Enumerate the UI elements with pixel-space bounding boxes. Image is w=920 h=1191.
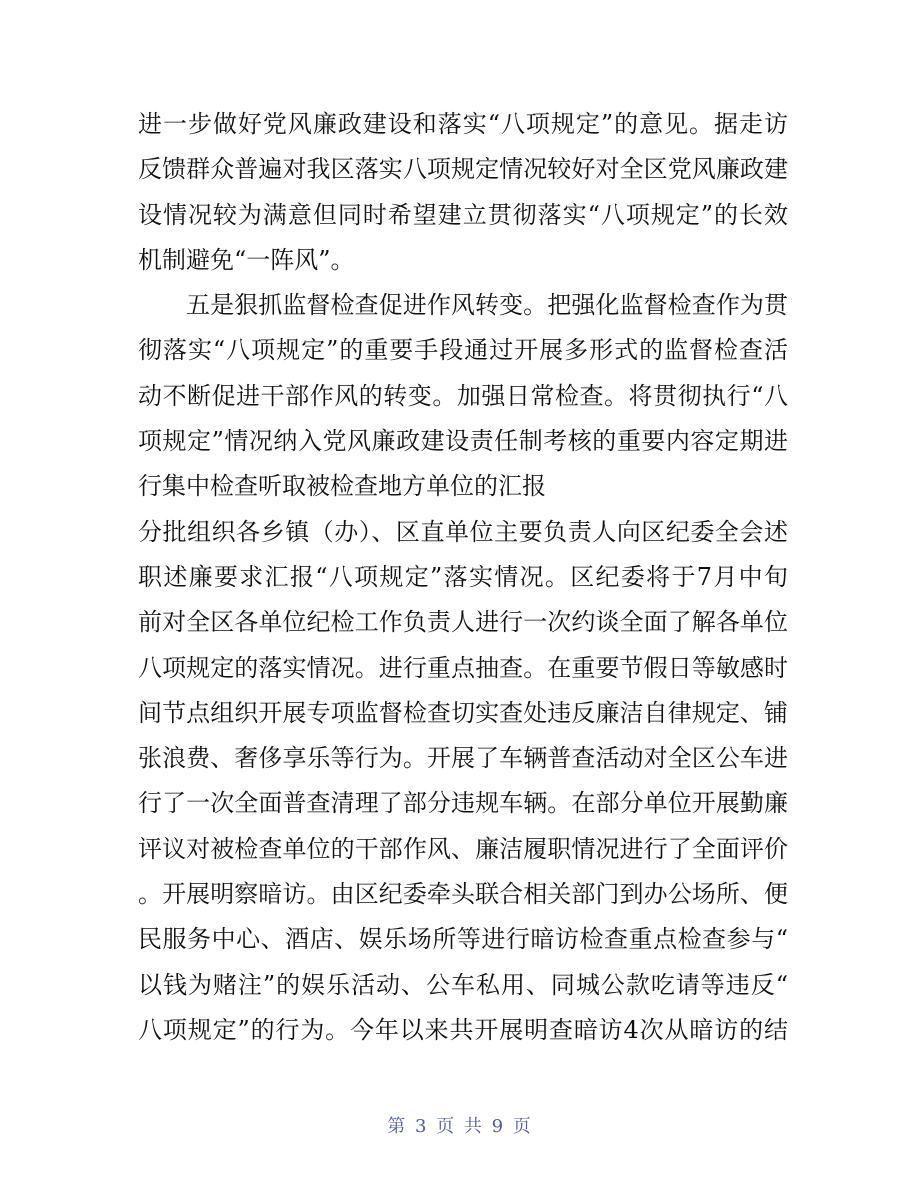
text-line: 前对全区各单位纪检工作负责人进行一次约谈全面了解各单位: [138, 608, 788, 637]
page-number-footer: 第 3 页 共 9 页: [387, 1116, 533, 1137]
text-line: 动不断促进干部作风的转变。加强日常检查。将贯彻执行“八: [138, 381, 788, 410]
text-line: 张浪费、奢侈享乐等行为。开展了车辆普查活动对全区公车进: [138, 744, 788, 773]
text-line: 。开展明察暗访。由区纪委牵头联合相关部门到办公场所、便: [138, 880, 788, 909]
text-line: 设情况较为满意但同时希望建立贯彻落实“八项规定”的长效: [138, 200, 788, 229]
text-line: 反馈群众普遍对我区落实八项规定情况较好对全区党风廉政建: [138, 155, 788, 184]
text-line: 分批组织各乡镇（办）、区直单位主要负责人向区纪委全会述: [138, 517, 788, 546]
text-line: 彻落实“八项规定”的重要手段通过开展多形式的监督检查活: [138, 336, 788, 365]
text-line: 民服务中心、酒店、娱乐场所等进行暗访检查重点检查参与“: [138, 925, 788, 954]
text-line: 以钱为赌注”的娱乐活动、公车私用、同城公款吃请等违反“: [138, 970, 788, 999]
text-line: 评议对被检查单位的干部作风、廉洁履职情况进行了全面评价: [138, 834, 788, 863]
text-line: 八项规定的落实情况。进行重点抽查。在重要节假日等敏感时: [138, 653, 788, 682]
text-line: 间节点组织开展专项监督检查切实查处违反廉洁自律规定、铺: [138, 698, 788, 727]
document-body: [138, 102, 788, 1053]
text-line: 进一步做好党风廉政建设和落实“八项规定”的意见。据走访: [138, 110, 788, 138]
text-line: 项规定”情况纳入党风廉政建设责任制考核的重要内容定期进: [138, 427, 788, 456]
text-line: 机制避免“一阵风”。: [138, 245, 355, 274]
text-line: 八项规定”的行为。今年以来共开展明查暗访4次从暗访的结: [138, 1015, 788, 1044]
text-line: 职述廉要求汇报“八项规定”落实情况。区纪委将于7月中旬: [138, 562, 788, 591]
text-line: 行了一次全面普查清理了部分违规车辆。在部分单位开展勤廉: [138, 789, 788, 818]
text-line: 行集中检查听取被检查地方单位的汇报: [138, 472, 546, 501]
text-line: 五是狠抓监督检查促进作风转变。把强化监督检查作为贯: [186, 291, 788, 320]
